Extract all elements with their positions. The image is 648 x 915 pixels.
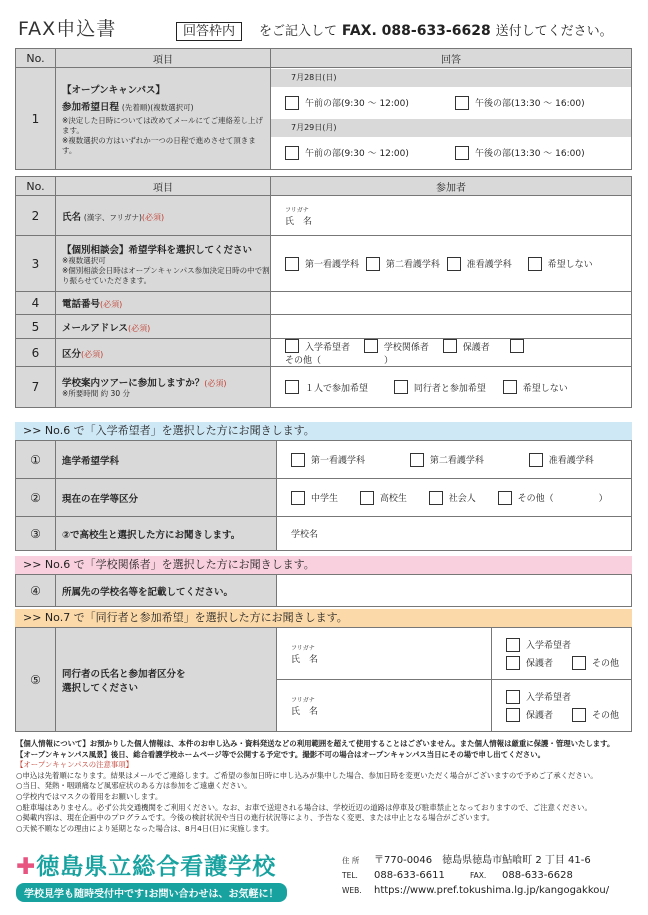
tour-label: 学校案内ツアーに参加しますか？: [62, 378, 205, 389]
companion-label-2: 選択してください: [62, 682, 139, 694]
dept-label: 進学希望学科: [62, 455, 120, 467]
email-label: メールアドレス: [62, 322, 129, 334]
required-mark: (必須): [204, 379, 227, 388]
required-mark: (必須): [128, 323, 151, 333]
option-label: 第二看護学科: [385, 260, 440, 270]
option-label: 第一看護学科: [305, 260, 360, 270]
oc-subtitle: 参加希望日程: [62, 102, 120, 113]
checkbox-dept-3[interactable]: [529, 453, 543, 467]
name-field[interactable]: [271, 196, 632, 236]
option-label: 学校関係者: [383, 342, 429, 353]
checkbox-dept-none[interactable]: [528, 257, 542, 271]
companion-label-1: 同行者の氏名と参加者区分を: [62, 668, 186, 680]
schedule-answer: [271, 68, 632, 170]
checkbox-tour-alone[interactable]: [285, 380, 299, 394]
row-no: 7: [16, 367, 56, 408]
row-no: ①: [16, 441, 56, 479]
notes: [16, 739, 630, 834]
checkbox-guardian[interactable]: [506, 708, 520, 722]
required-mark: (必須): [100, 300, 123, 309]
checkbox-dept-2[interactable]: [410, 453, 424, 467]
privacy-note: 【個人情報について】お預かりした個人情報は、本件のお申し込み・資料発送などの利用範囲を超えて使用することはございません。また個人情報は厳重に保護・管理いたします。: [16, 739, 615, 748]
oc-note-2: ※複数選択の方はいずれか一つの日程で進めさせて頂きます。: [62, 136, 256, 155]
option-label: 第二看護学科: [429, 456, 484, 466]
status-label: 現在の在学等区分: [62, 493, 139, 505]
highschool-label: ②で高校生と選択した方にお聞きします。: [62, 529, 241, 541]
option-am: 午前の部(9:30 ～ 12:00): [305, 99, 409, 109]
option-label: １人で参加希望: [305, 383, 369, 394]
furigana-label: フリガナ: [291, 696, 315, 704]
option-label: 中学生: [311, 494, 339, 504]
oc-photo-note: 【オープンキャンパス風景】後日、総合看護学校ホームページ等で公開する予定です。撮影不可の場合はオープンキャンパス当日にその場で申し出てください。: [16, 749, 546, 759]
option-label: 希望しない: [522, 383, 568, 394]
note-item: ○駐車場はありません。必ず公共交通機関をご利用ください。なお、お車で送迎される場合は、学校近辺の道路は停車及び駐車禁止となっておりますので、ご注意ください。: [16, 802, 592, 812]
fax: 088-633-6628: [502, 870, 573, 881]
companion-name-field[interactable]: [277, 628, 492, 680]
row-no: 3: [16, 236, 56, 292]
cross-icon: ✚: [16, 854, 37, 880]
option-pm: 午後の部(13:30 ～ 16:00): [475, 149, 585, 159]
address: 〒770-0046 徳島県徳島市鮎喰町 2 丁目 41-6: [374, 855, 591, 866]
row-no: 1: [16, 68, 56, 170]
table-companion: [15, 627, 632, 732]
header-instruction: [259, 20, 613, 39]
col-answer: 参加者: [271, 177, 632, 196]
row-no: ⑤: [16, 628, 56, 732]
option-label: その他（ ）: [517, 494, 608, 504]
row-no: 6: [16, 339, 56, 367]
checkbox-dept-3[interactable]: [447, 257, 461, 271]
col-no: No.: [16, 49, 56, 68]
section-banner-companion: >> No.7 で「同行者と参加希望」を選択した方にお聞きします。: [15, 609, 632, 627]
option-label: 准看護学科: [548, 456, 594, 466]
option-label: 入学希望者: [526, 693, 572, 703]
tour-options: [271, 367, 632, 408]
row-no: ②: [16, 479, 56, 517]
checkbox-d1-am[interactable]: [285, 96, 299, 110]
answer-box-label: 回答枠内: [176, 22, 242, 41]
consult-note-2: ※個別相談会日時はオープンキャンパス参加決定日時の中で割り振らせていただきます。: [62, 265, 270, 285]
option-label: 准看護学科: [466, 260, 512, 270]
section-banner-school: >> No.6 で「学校関係者」を選択した方にお聞きします。: [15, 556, 632, 574]
name-sub: (漢字、フリガナ): [83, 212, 142, 222]
required-mark: (必須): [141, 212, 165, 222]
consult-options: [271, 236, 632, 292]
tel-key: TEL.: [342, 871, 358, 880]
instruction-text-2: 送付してください。: [495, 24, 613, 39]
option-label: 第一看護学科: [311, 456, 366, 466]
companion-name-field[interactable]: [277, 680, 492, 732]
checkbox-school[interactable]: [364, 339, 378, 353]
note-item: ○学校内ではマスクの着用をお願いします。: [16, 791, 163, 801]
checkbox-applicant[interactable]: [506, 690, 520, 704]
option-label: 同行者と参加希望: [413, 383, 486, 394]
name-label: 氏名: [62, 211, 82, 223]
date-1: 7月28日(日): [271, 69, 631, 87]
address-key: 住 所: [342, 856, 360, 865]
checkbox-tour-companion[interactable]: [394, 380, 408, 394]
oc-note-1: ※決定した日時については改めてメールにてご連絡差し上げます。: [62, 116, 263, 135]
option-label: その他（ ）: [285, 356, 394, 366]
name-field-label: 氏 名: [285, 216, 313, 227]
row-no: ③: [16, 517, 56, 551]
phone-field[interactable]: [271, 292, 632, 315]
school-name-field[interactable]: [277, 517, 632, 551]
dept-options: [277, 441, 632, 479]
furigana-label: フリガナ: [291, 644, 315, 652]
phone-label: 電話番号: [62, 299, 101, 310]
fax-key: FAX.: [470, 871, 487, 880]
table-participant: [15, 176, 632, 408]
col-answer: 回答: [271, 49, 632, 68]
table-school: [15, 574, 632, 607]
note-item: ○当日、発熱・咽頭痛など風邪症状のある方は参加をご遠慮ください。: [16, 781, 252, 791]
checkbox-adult[interactable]: [429, 491, 443, 505]
col-item: 項目: [56, 177, 271, 196]
school-name-label: 学校名: [291, 530, 319, 540]
checkbox-applicant[interactable]: [285, 339, 299, 353]
section-banner-applicant: >> No.6 で「入学希望者」を選択した方にお聞きします。: [15, 422, 632, 440]
checkbox-other[interactable]: [572, 708, 586, 722]
option-label: その他: [592, 659, 620, 669]
checkbox-other[interactable]: [498, 491, 512, 505]
checkbox-guardian[interactable]: [443, 339, 457, 353]
checkbox-d2-am[interactable]: [285, 146, 299, 160]
contact-info: [342, 853, 609, 898]
option-label: 保護者: [526, 659, 554, 669]
consult-label: 【個別相談会】希望学科を選択してください: [62, 244, 253, 256]
checkbox-hs[interactable]: [360, 491, 374, 505]
option-label: 保護者: [462, 342, 490, 353]
email-field[interactable]: [271, 315, 632, 339]
checkbox-dept-1[interactable]: [285, 257, 299, 271]
option-label: 保護者: [526, 711, 554, 721]
option-label: 高校生: [379, 494, 407, 504]
row-no: ④: [16, 575, 56, 607]
checkbox-jhs[interactable]: [291, 491, 305, 505]
instruction-text: をご記入して: [259, 24, 338, 39]
companion-category-2: [492, 680, 632, 732]
table-schedule: [15, 48, 632, 170]
option-label: 入学希望者: [526, 641, 572, 651]
furigana-label: フリガナ: [285, 206, 309, 214]
option-pm: 午後の部(13:30 ～ 16:00): [475, 99, 585, 109]
row-no: 4: [16, 292, 56, 315]
affiliation-label: 所属先の学校名等を記載してください。: [62, 586, 234, 598]
row-no: 5: [16, 315, 56, 339]
col-no: No.: [16, 177, 56, 196]
note-item: ○掲載内容は、現在企画中のプログラムです。今後の検討状況や当日の進行状況等により、予告なく変更、または中止となる場合がございます。: [16, 813, 495, 823]
fax-number: FAX. 088-633-6628: [341, 23, 491, 39]
form-title: FAX申込書: [18, 18, 117, 40]
category-label: 区分: [62, 348, 82, 360]
oc-title: 【オープンキャンパス】: [62, 85, 165, 96]
companion-category-1: [492, 628, 632, 680]
option-label: その他: [592, 711, 620, 721]
name-field-label: 氏 名: [291, 654, 319, 665]
caution-heading: 【オープンキャンパスの注意事項】: [16, 760, 134, 770]
col-item: 項目: [56, 49, 271, 68]
tel: 088-633-6611: [374, 870, 445, 881]
note-item: ○天候不順などの理由により延期となった場合は、8月4日(日)に実施します。: [16, 823, 274, 833]
checkbox-other[interactable]: [572, 656, 586, 670]
option-label: 入学希望者: [305, 342, 351, 353]
status-options: [277, 479, 632, 517]
oc-sub-note: (先着順)(複数選択可): [121, 103, 194, 112]
option-label: 希望しない: [547, 260, 593, 270]
checkbox-dept-2[interactable]: [366, 257, 380, 271]
checkbox-tour-none[interactable]: [503, 380, 517, 394]
checkbox-d1-pm[interactable]: [455, 96, 469, 110]
table-applicant: [15, 440, 632, 551]
tour-duration: ※所要時間 約 30 分: [62, 389, 130, 398]
checkbox-applicant[interactable]: [506, 638, 520, 652]
option-label: 社会人: [448, 494, 476, 504]
school-logo: [16, 848, 287, 902]
checkbox-guardian[interactable]: [506, 656, 520, 670]
checkbox-d2-pm[interactable]: [455, 146, 469, 160]
web-link[interactable]: https://www.pref.tokushima.lg.jp/kangogakkou/: [374, 885, 610, 896]
checkbox-dept-1[interactable]: [291, 453, 305, 467]
affiliation-field[interactable]: [277, 575, 632, 607]
school-name: 徳島県立総合看護学校: [36, 854, 277, 880]
name-field-label: 氏 名: [291, 706, 319, 717]
web-key: WEB.: [342, 886, 362, 895]
note-item: ○申込は先着順になります。結果はメールでご連絡します。ご希望の参加日時に申し込みが集中した場合、参加日時を変更いただく場合がございますので予めご了承ください。: [16, 770, 598, 780]
row-no: 2: [16, 196, 56, 236]
consult-note-1: ※複数選択可: [62, 255, 106, 265]
slogan: 学校見学も随時受付中です!お問い合わせは、お気軽に！: [16, 883, 287, 902]
option-am: 午前の部(9:30 ～ 12:00): [305, 149, 409, 159]
category-options: [271, 339, 632, 367]
schedule-item: [56, 68, 271, 170]
required-mark: (必須): [81, 349, 104, 359]
checkbox-other[interactable]: [510, 339, 524, 353]
date-2: 7月29日(月): [271, 119, 631, 137]
